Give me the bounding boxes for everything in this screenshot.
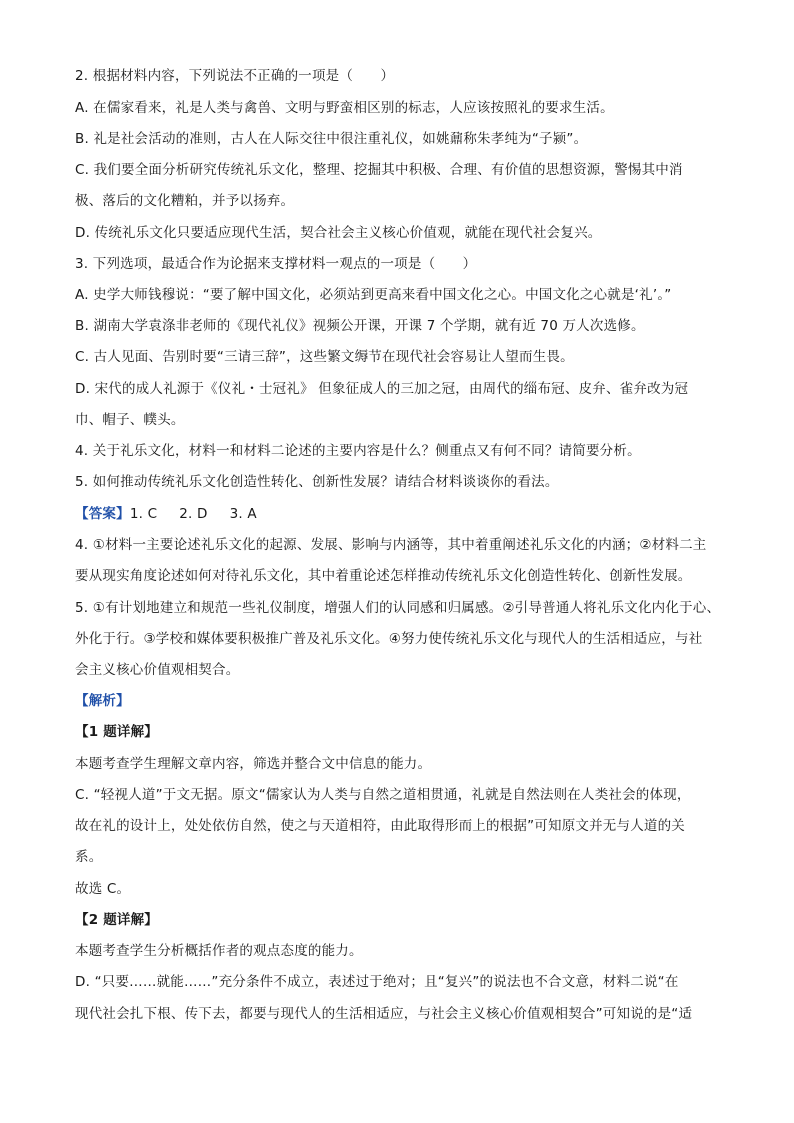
question-2-option-a: A. 在儒家看来，礼是人类与禽兽、文明与野蛮相区别的标志，人应该按照礼的要求生活。 (75, 100, 614, 116)
question-5-stem: 5. 如何推动传统礼乐文化创造性转化、创新性发展？请结合材料谈谈你的看法。 (75, 474, 559, 490)
question-3-option-a: A. 史学大师钱穆说：“要了解中国文化，必须站到更高来看中国文化之心。中国文化之心就是‘礼’。” (75, 287, 672, 303)
question-2-option-d: D. 传统礼乐文化只要适应现代生活，契合社会主义核心价值观，就能在现代社会复兴。 (75, 225, 602, 241)
answer-4-line-2: 要从现实角度论述如何对待礼乐文化，其中着重论述怎样推动传统礼乐文化创造性转化、创新性发展。 (75, 568, 692, 584)
detail-2-label: 【2 题详解】 (75, 912, 158, 928)
detail-1-conclusion: 故选 C。 (75, 881, 131, 897)
detail-2-paragraph-1: 本题考查学生分析概括作者的观点态度的能力。 (75, 943, 363, 959)
answer-label: 【答案】 (75, 506, 130, 522)
detail-1-label: 【1 题详解】 (75, 724, 158, 740)
detail-1-paragraph-1: 本题考查学生理解文章内容，筛选并整合文中信息的能力。 (75, 756, 432, 772)
detail-1-paragraph-2-line-1: C. “轻视人道”于文无据。原文“儒家认为人类与自然之道相贯通，礼就是自然法则在人类社会的体现， (75, 787, 691, 803)
question-2-option-b: B. 礼是社会活动的准则，古人在人际交往中很注重礼仪，如姚鼐称朱孝纯为“子颍”。 (75, 131, 588, 147)
answer-1: 1. C (129, 506, 158, 522)
question-3-option-c: C. 古人见面、告别时要“三请三辞”，这些繁文缛节在现代社会容易让人望而生畏。 (75, 349, 574, 365)
answer-2: 2. D (179, 506, 208, 522)
answer-4-line-1: 4. ①材料一主要论述礼乐文化的起源、发展、影响与内涵等，其中着重阐述礼乐文化的内涵；②材料二主 (75, 537, 707, 553)
answer-line (75, 504, 735, 524)
analysis-label-text: 【解析】 (75, 693, 130, 709)
answer-5-line-3: 会主义核心价值观相契合。 (75, 662, 240, 678)
detail-1-paragraph-2-line-3: 系。 (75, 849, 103, 865)
detail-2-paragraph-2-line-1: D. “只要……就能……”充分条件不成立，表述过于绝对；且“复兴”的说法也不合文意，材料二说“在 (75, 974, 679, 990)
detail-2-paragraph-2-line-2: 现代社会扎下根、传下去，都要与现代人的生活相适应，与社会主义核心价值观相契合”可知说的是“适 (75, 1006, 693, 1022)
question-3-stem: 3. 下列选项，最适合作为论据来支撑材料一观点的一项是（ ） (75, 256, 477, 272)
question-4-stem: 4. 关于礼乐文化，材料一和材料二论述的主要内容是什么？侧重点又有何不同？请简要分析。 (75, 443, 641, 459)
question-2-option-c-line-1: C. 我们要全面分析研究传统礼乐文化，整理、挖掘其中积极、合理、有价值的思想资源，警惕其中消 (75, 162, 683, 178)
question-3-option-d-line-1: D. 宋代的成人礼源于《仪礼・士冠礼》 但象征成人的三加之冠，由周代的缁布冠、皮弁、雀弁改为冠 (75, 381, 689, 397)
answer-5-line-1: 5. ①有计划地建立和规范一些礼仪制度，增强人们的认同感和归属感。②引导普通人将礼乐文化内化于心、 (75, 600, 721, 616)
detail-1-paragraph-2-line-2: 故在礼的设计上，处处依仿自然，使之与天道相符，由此取得形而上的根据”可知原文并无与人道的关 (75, 818, 685, 834)
question-3-option-d-line-2: 巾、帽子、幞头。 (75, 412, 185, 428)
answer-5-line-2: 外化于行。③学校和媒体要积极推广普及礼乐文化。④努力使传统礼乐文化与现代人的生活相适应，与社 (75, 631, 703, 647)
question-2-stem: 2. 根据材料内容，下列说法不正确的一项是（ ） (75, 68, 395, 84)
question-2-option-c-line-2: 极、落后的文化糟粕，并予以扬弃。 (75, 193, 295, 209)
question-3-option-b: B. 湖南大学袁涤非老师的《现代礼仪》视频公开课，开课 7 个学期，就有近 70 万人次选修。 (75, 318, 645, 334)
answer-3: 3. A (229, 506, 257, 522)
analysis-label (75, 691, 735, 711)
